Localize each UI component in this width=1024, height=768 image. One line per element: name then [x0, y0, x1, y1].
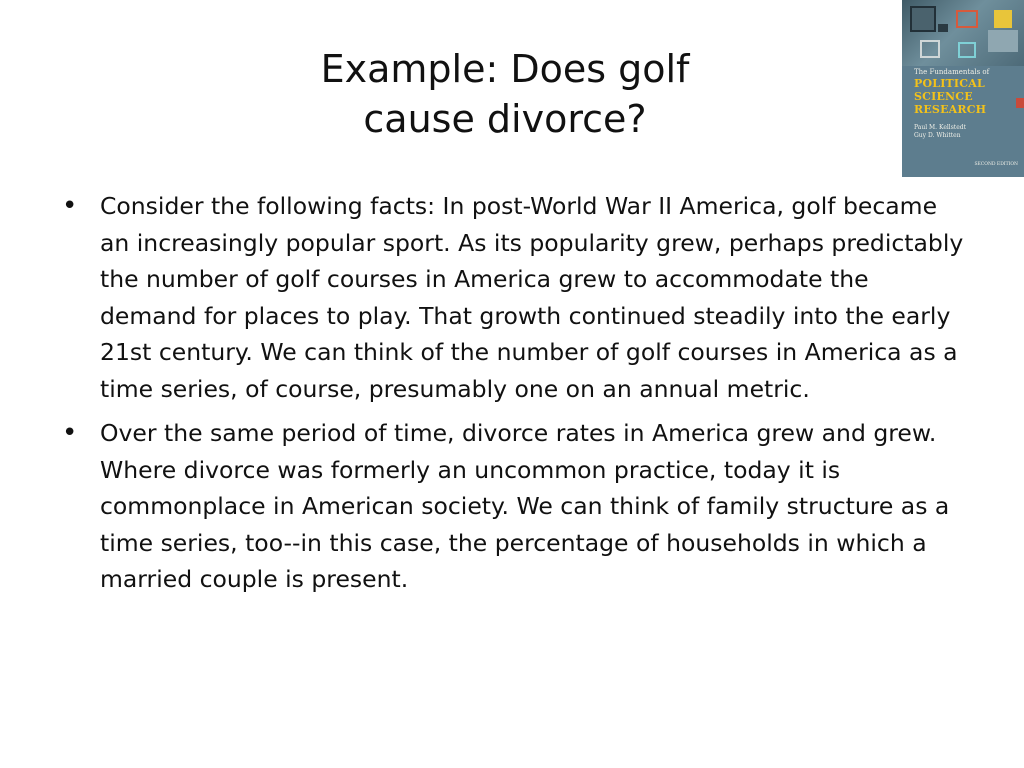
book-cover-image: [902, 0, 1024, 177]
bullet-list: [58, 188, 968, 606]
bullet-dot-icon: •: [62, 418, 78, 448]
cover-text: [914, 68, 1020, 140]
cover-edition: SECOND EDITION: [974, 162, 1018, 167]
cover-flag-icon: [1016, 98, 1024, 108]
cover-artwork: [902, 0, 1024, 66]
bullet-item: [58, 415, 968, 598]
bullet-dot-icon: •: [62, 191, 78, 221]
slide-title: [200, 44, 810, 144]
cover-authors: [914, 124, 1020, 140]
cover-subtitle: The Fundamentals of: [914, 68, 990, 76]
cover-title-line1: POLITICAL: [914, 77, 985, 90]
cover-author1: Paul M. Kellstedt: [914, 124, 966, 131]
slide-title-line1: Example: Does golf: [320, 47, 690, 91]
bullet-text: Over the same period of time, divorce rates in America grew and grew. Where divorce was formerly an uncommon practice, today it is commonplace in American society. We can think of family structure as a time series, too--in this case, the percentage of households in which a married couple is present.: [100, 419, 950, 593]
cover-title-line2: SCIENCE: [914, 90, 973, 103]
cover-title-line3: RESEARCH: [914, 103, 987, 116]
bullet-item: [58, 188, 968, 407]
cover-author2: Guy D. Whitten: [914, 132, 961, 139]
bullet-text: Consider the following facts: In post-World War II America, golf became an increasingly popular sport. As its popularity grew, perhaps predictably the number of golf courses in America grew to accommodate the demand for places to play. That growth continued steadily into the early 21st century. We can think of the number of golf courses in America as a time series, of course, presumably one on an annual metric.: [100, 192, 964, 403]
slide-title-line2: cause divorce?: [363, 97, 647, 141]
